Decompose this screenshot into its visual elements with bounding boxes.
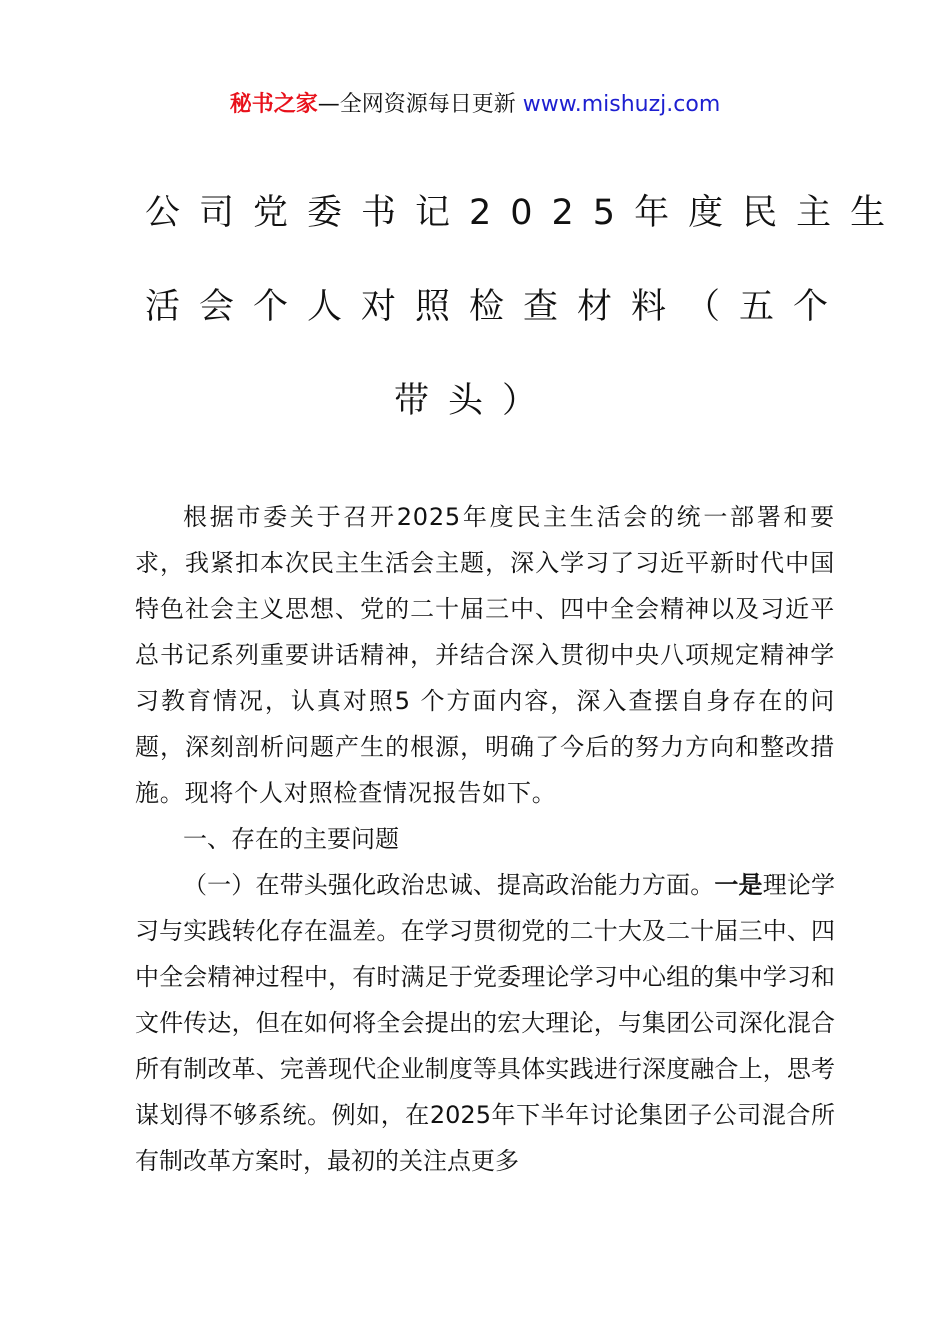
subsection-text: 理论学习与实践转化存在温差。在学习贯彻党的二十大及二十届三中、四中全会精神过程中，有时满足于党委理论学习中心组的集中学习和文件传达，但在如何将全会提出的宏大理论，与集团公司深化混合所有制改革、完善现代企业制度等具体实践进行深度融合上，思考谋划得不够系统。例如，在2025年下半年讨论集团子公司混合所有制改革方案时，最初的关注点更多	[135, 871, 836, 1175]
title-line-3: 带头）	[393, 381, 556, 421]
site-url-link[interactable]: www.mishuzj.com	[522, 92, 721, 117]
section-heading: 一、存在的主要问题	[183, 825, 399, 853]
point-label: 一是	[714, 871, 763, 899]
title-line-2: 活会个人对照检查材料（五个	[145, 287, 848, 327]
site-header	[0, 90, 950, 120]
document-body	[135, 494, 835, 1184]
subsection-paragraph	[135, 862, 835, 1184]
subsection-heading: （一）在带头强化政治忠诚、提高政治能力方面。	[183, 871, 715, 899]
document-title	[145, 166, 905, 448]
title-line-1: 公司党委书记2025年度民主生	[145, 193, 905, 233]
site-slogan: —全网资源每日更新	[317, 92, 523, 117]
site-brand: 秘书之家	[229, 92, 318, 117]
intro-paragraph: 根据市委关于召开2025年度民主生活会的统一部署和要求，我紧扣本次民主生活会主题，深入学习了习近平新时代中国特色社会主义思想、党的二十届三中、四中全会精神以及习近平总书记系列重要讲话精神，并结合深入贯彻中央八项规定精神学习教育情况，认真对照5 个方面内容，深入查摆自身存在的问题，深刻剖析问题产生的根源，明确了今后的努力方向和整改措施。现将个人对照检查情况报告如下。	[135, 503, 835, 807]
